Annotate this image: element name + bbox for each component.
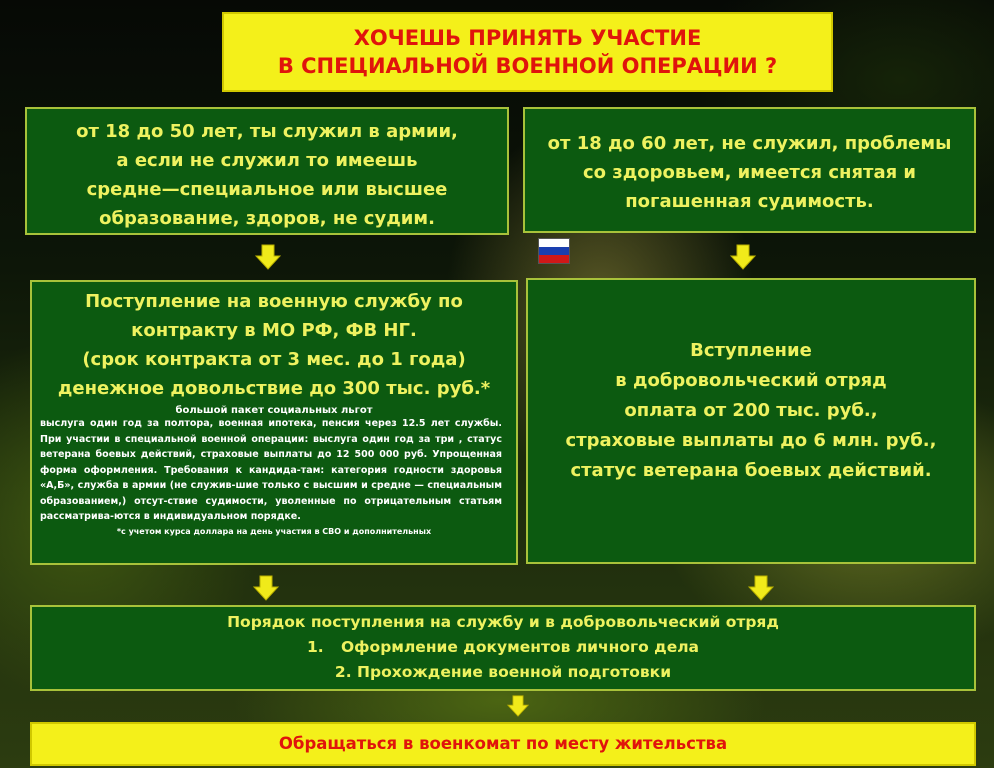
condition-served-line-4: образование, здоров, не судим. xyxy=(99,208,435,229)
condition-not-served-box xyxy=(523,107,976,233)
russian-flag-icon xyxy=(538,238,570,264)
procedure-step xyxy=(32,660,974,685)
procedure-step xyxy=(32,635,974,660)
arrow-down-icon xyxy=(730,244,756,270)
title-line-2: В СПЕЦИАЛЬНОЙ ВОЕННОЙ ОПЕРАЦИИ ? xyxy=(277,54,778,78)
volunteer-line-4: страховые выплаты до 6 млн. руб., xyxy=(565,430,937,451)
procedure-step-number: 2. xyxy=(334,663,352,681)
volunteer-box xyxy=(526,278,976,564)
condition-served-box xyxy=(25,107,509,235)
final-text: Обращаться в военкомат по месту жительства xyxy=(278,734,728,753)
arrow-down-icon xyxy=(255,244,281,270)
title-banner xyxy=(222,12,833,92)
procedure-box xyxy=(30,605,976,691)
arrow-down-icon xyxy=(507,695,529,717)
volunteer-line-1: Вступление xyxy=(690,340,812,361)
procedure-step-text: Прохождение военной подготовки xyxy=(357,663,672,681)
condition-served-line-1: от 18 до 50 лет, ты служил в армии, xyxy=(76,121,458,142)
contract-line-1: Поступление на военную службу по xyxy=(85,291,463,312)
contract-line-4: денежное довольствие до 300 тыс. руб.* xyxy=(57,378,491,399)
procedure-step-number: 1. xyxy=(306,638,324,656)
condition-not-served-line-2: со здоровьем, имеется снятая и xyxy=(582,162,917,183)
contract-line-3: (срок контракта от 3 мес. до 1 года) xyxy=(82,349,466,370)
arrow-down-icon xyxy=(253,575,279,601)
condition-served-line-2: а если не служил то имеешь xyxy=(116,150,418,171)
contract-line-2: контракту в МО РФ, ФВ НГ. xyxy=(131,320,417,341)
arrow-down-icon xyxy=(748,575,774,601)
contract-footnote: *с учетом курса доллара на день участия в СВО и дополнительных xyxy=(116,526,432,536)
final-banner xyxy=(30,722,976,766)
condition-served-line-3: средне—специальное или высшее xyxy=(86,179,448,200)
volunteer-line-3: оплата от 200 тыс. руб., xyxy=(624,400,878,421)
contract-details: выслуга один год за полтора, военная ипотека, пенсия через 12.5 лет службы. При участии в специальной военной операции: выслуга один год за три , статус ветерана боевых действий, страховые выплаты до 12 500 000 руб. Упрощенная форма оформления. Требования к кандида-там: категория годности здоровья «А,Б», служба в армии (не служив-шие только с высшим и средне — специальным образованием,) отсут-ствие судимости, уволенные по отрицательным статьям рассматрива-ются в индивидуальном порядке. xyxy=(40,418,502,522)
volunteer-line-5: статус ветерана боевых действий. xyxy=(570,460,932,481)
benefits-title: большой пакет социальных льгот xyxy=(175,405,373,416)
contract-service-box xyxy=(30,280,518,565)
procedure-step-text: Оформление документов личного дела xyxy=(340,638,700,656)
procedure-title: Порядок поступления на службу и в добровольческий отряд xyxy=(227,613,779,631)
volunteer-line-2: в добровольческий отряд xyxy=(615,370,887,391)
title-line-1: ХОЧЕШЬ ПРИНЯТЬ УЧАСТИЕ xyxy=(353,26,702,50)
condition-not-served-line-1: от 18 до 60 лет, не служил, проблемы xyxy=(547,133,952,154)
condition-not-served-line-3: погашенная судимость. xyxy=(625,191,874,212)
